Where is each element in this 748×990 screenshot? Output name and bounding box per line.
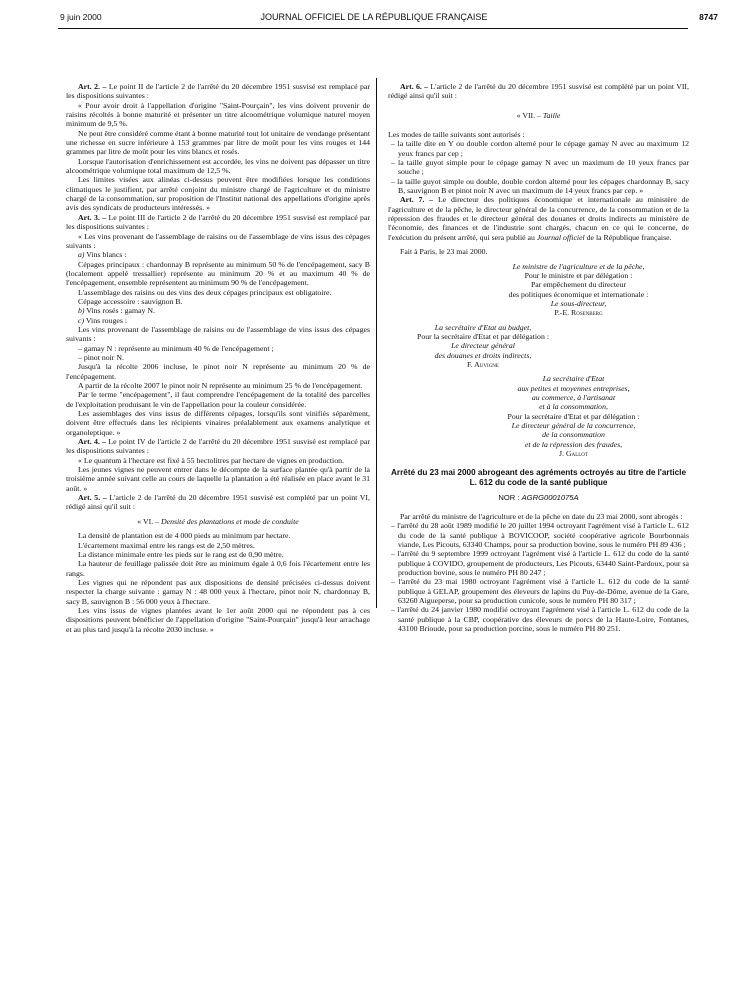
header-page-number: 8747 [699,12,718,22]
paragraph: Les vignes qui ne répondent pas aux dispositions de densité précisées ci-dessus doivent respecter la charge suivante : gamay N : 48 000 yeux à l'hectare, pinot noir N, chardonnay B, sacy B, sauvignon B : 56 000 yeux à l'hectare. [66,577,370,606]
paragraph: A partir de la récolte 2007 le pinot noir N représente au minimum 25 % de l'encépagement. [78,381,363,390]
list-item: – pinot noir N. [78,352,124,362]
paragraph: Jusqu'à la récolte 2006 incluse, le pinot noir N représente au minimum 20 % de l'encépagement. [66,362,370,381]
header-journal-title: JOURNAL OFFICIEL DE LA RÉPUBLIQUE FRANÇAISE [260,12,488,22]
article-2: Art. 2. – Le point II de l'article 2 de l'arrêté du 20 décembre 1951 susvisé est remplacé par les dispositions suivantes : [66,82,370,101]
paragraph: Ne peut être considéré comme étant à bonne maturité tout lot unitaire de vendange présentant une richesse en sucre inférieure à 153 grammes par litre de moût pour les vins rouges et 144 grammes par litre de moût pour les vins blancs et rosés. [66,128,370,157]
paragraph: Les jeunes vignes ne peuvent entrer dans le décompte de la surface plantée qu'à partir de la troisième année suivant celle au cours de laquelle la plantation a été réalisée en place avant le 31 août. » [66,465,370,493]
decree-title: Arrêté du 23 mai 2000 abrogeant des agréments octroyés au titre de l'article L. 612 du code de la santé publique [391,468,686,487]
paragraph: « Le quantum à l'hectare est fixé à 55 hectolitres par hectare de vignes en production. [78,455,344,465]
list-item: – l'arrêté du 23 mai 1980 octroyant l'agrément visé à l'article L. 612 du code de la santé publique à GELAP, groupement des éleveurs de lapins du Puy-de-Dôme, avenue de la Gare, 63260 Aigueperse, pour sa production cunicole, sous le numéro PH 80 317 ; [391,577,689,605]
section-vii-heading: « VII. – Taille [516,110,561,120]
paragraph: Cépages principaux : chardonnay B représente au minimum 50 % de l'encépagement, sacy B (localement appelé tressallier) représente au minimum 20 % et au maximum 40 % de l'encépagement, ensemble représentent au minimum 90 % de l'encépagement. [66,259,370,288]
paragraph: Les assemblages des vins issus de différents cépages, lorsqu'ils sont vinifiés séparément, doivent être effectués dans les récipients vinaires préalablement aux examens analytique et organoleptique. » [66,409,370,437]
signature-block-consumption: La secrétaire d'Etat aux petites et moyennes entreprises, au commerce, à l'artisanat et à la consommation, Pour la secrétaire d'Etat et par délégation : Le directeur général de la concurrence, de la consommation et de la répression des fraudes, J. Gallot [507,374,640,459]
paragraph: Les limites visées aux alinéas ci-dessus peuvent être modifiées lorsque les conditions climatiques le justifient, par arrêté conjoint du ministre chargé de l'agriculture et du ministre chargé de la consommation, sur proposition de l'Institut national des appellations d'origine après avis des syndicats de producteurs intéressés. » [66,175,370,213]
paragraph: Les vins issus de vignes plantées avant le 1er août 2000 qui ne répondent pas à ces dispositions peuvent bénéficier de l'appellation d'origine "Saint-Pourçain" jusqu'à leur arrachage et au plus tard jusqu'à la récolte 2030 incluse. » [66,605,370,634]
paragraph: La densité de plantation est de 4 000 pieds au minimum par hectare. [78,531,291,541]
paragraph: Les vins provenant de l'assemblage de raisins ou de l'assemblage de vins issus des cépages suivants : [66,324,370,344]
nor-reference: NOR : AGRG0001075A [498,492,579,502]
signing-place-date: Fait à Paris, le 23 mai 2000. [400,247,488,257]
page-header [0,8,748,30]
paragraph: Par arrêté du ministre de l'agriculture et de la pêche en date du 23 mai 2000, sont abrogés : [400,511,683,521]
subsection-c: c) Vins rouges : [78,315,127,325]
article-6: Art. 6. – L'article 2 de l'arrêté du 20 décembre 1951 susvisé est complété par un point VII, rédigé ainsi qu'il suit : [388,82,689,101]
list-item: – l'arrêté du 24 janvier 1980 modifié octroyant l'agrément visé à l'article L. 612 du code de la santé publique à la CBP, coopérative des éleveurs de porcs de la Haute-Loire, Fontanes, 43100 Brioude, pour sa production porcine, sous le numéro PH 80 251. [391,605,689,634]
signature-block-budget: La secrétaire d'Etat au budget, Pour la secrétaire d'Etat et par délégation : Le directeur général des douanes et droits indirects, F. Auvigne [417,322,549,369]
paragraph: L'écartement maximal entre les rangs est de 2,50 mètres. [78,540,255,550]
list-item: – la taille guyot simple pour le cépage gamay N avec un maximum de 10 yeux francs par souche ; [391,158,689,177]
list-item: – la taille dite en Y ou double cordon alterné pour le cépage gamay N avec au maximum 12 yeux francs par cep ; [391,139,689,158]
right-column [388,82,689,633]
left-column [66,82,370,634]
paragraph: L'assemblage des raisins ou des vins des deux cépages principaux est obligatoire. [78,287,332,297]
header-date: 9 juin 2000 [60,12,102,22]
signature-block-minister: Le ministre de l'agriculture et de la pêche, Pour le ministre et par délégation : Par empêchement du directeur des politiques économique et internationale : Le sous-directeur, P.-E. Rosenberg [508,261,649,318]
list-item: – l'arrêté du 9 septembre 1999 octroyant l'agrément visé à l'article L. 612 du code de la santé publique à COVIDO, groupement de producteurs, Les Picouts, 63440 Saint-Pardoux, pour sa production bovine, sous le numéro PH 80 247 ; [391,549,689,577]
header-rule [58,28,688,29]
article-7: Art. 7. – Le directeur des politiques économique et internationale au ministère de l'agriculture et de la pêche, le directeur général de la concurrence, de la consommation et de la répression des fraudes et le directeur général des douanes et droits indirects au ministère de l'économie, des finances et de l'industrie sont chargés, chacun en ce qui le concerne, de l'exécution du présent arrêté, qui sera publié au Journal officiel de la République française. [388,195,689,242]
section-vi-heading: « VI. – Densité des plantations et mode de conduite [137,516,299,526]
paragraph: Par le terme "encépagement", il faut comprendre l'encépagement de la totalité des parcelles de l'exploitation produisant le vin de l'appellation pour la couleur considérée. [66,390,370,409]
paragraph: La hauteur de feuillage palissée doit être au minimum égale à 0,6 fois l'écartement entre les rangs. [66,559,370,578]
paragraph: « Pour avoir droit à l'appellation d'origine "Saint-Pourçain", les vins doivent provenir de raisins récoltés à bonne maturité et présenter un titre alcoométrique volumique naturel moyen minimum de 9,5 %. [66,100,370,129]
paragraph: Lorsque l'autorisation d'enrichissement est accordée, les vins ne doivent pas dépasser un titre alcoométrique volumique total maximum de 12,5 %. [66,156,370,176]
list-item: – l'arrêté du 28 août 1989 modifié le 20 juillet 1994 octroyant l'agrément visé à l'article L. 612 du code de la santé publique à BOVICOOP, société coopérative agricole Bourbonnais viande, Les Picouts, 63340 Champs, pour sa production bovine, sous le numéro PH 89 436 ; [391,521,689,549]
paragraph: Cépage accessoire : sauvignon B. [78,296,183,306]
subsection-b: b) Vins rosés : gamay N. [78,306,155,316]
list-item: – la taille guyot simple ou double, double cordon alterné pour les cépages chardonnay B, sacy B, sauvignon B et pinot noir N avec un maximum de 14 yeux francs par cep. » [391,176,689,196]
article-4: Art. 4. – Le point IV de l'article 2 de l'arrêté du 20 décembre 1951 susvisé est remplacé par les dispositions suivantes : [66,437,370,456]
subsection-a: a) Vins blancs : [78,250,127,260]
paragraph: La distance minimale entre les pieds sur le rang est de 0,90 mètre. [78,549,284,559]
list-item: – gamay N : représente au minimum 40 % de l'encépagement ; [78,343,274,353]
article-3: Art. 3. – Le point III de l'article 2 de l'arrêté du 20 décembre 1951 susvisé est remplacé par les dispositions suivantes : [66,212,370,232]
article-5: Art. 5. – L'article 2 de l'arrêté du 20 décembre 1951 susvisé est complété par un point VI, rédigé ainsi qu'il suit : [66,493,370,512]
paragraph: Les modes de taille suivants sont autorisés : [388,130,525,140]
column-divider [376,78,377,608]
paragraph: « Les vins provenant de l'assemblage de raisins ou de l'assemblage de vins issus des cépages suivants : [66,231,370,250]
